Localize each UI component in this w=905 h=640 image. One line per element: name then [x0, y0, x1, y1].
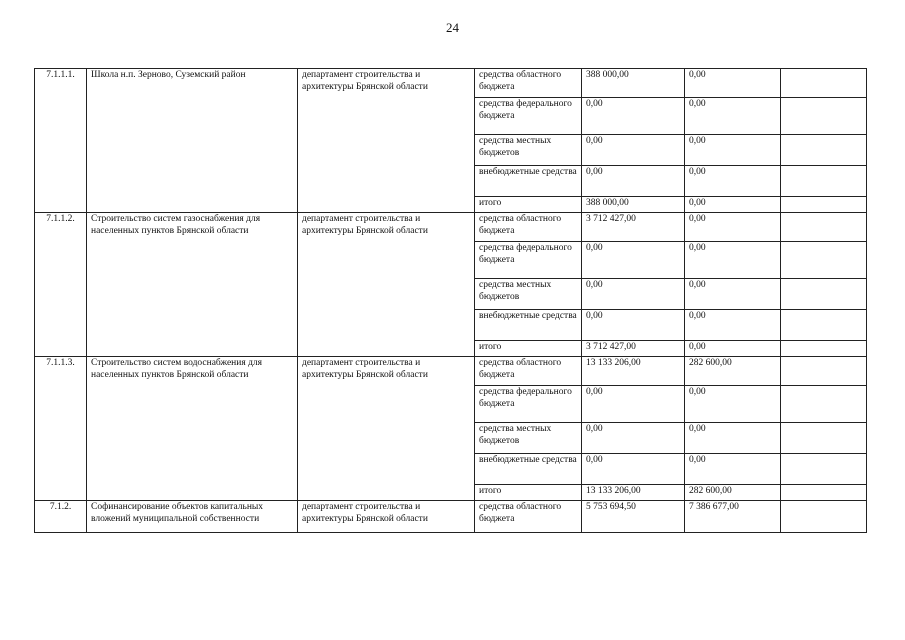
amount-cell: 0,00: [685, 310, 781, 341]
amount-cell: 3 712 427,00: [582, 341, 685, 357]
amount-cell: 5 753 694,50: [582, 501, 685, 533]
item-number-cell: 7.1.1.2.: [35, 213, 87, 357]
amount-cell: 0,00: [685, 135, 781, 166]
page-number: 24: [446, 20, 459, 35]
item-number-cell: 7.1.1.3.: [35, 357, 87, 501]
table-row: [35, 69, 867, 98]
amount-cell: 0,00: [685, 454, 781, 485]
executor-cell: департамент строительства и архитектуры Брянской области: [298, 213, 475, 357]
funding-source-cell: средства местных бюджетов: [475, 135, 582, 166]
funding-source-cell: итого: [475, 341, 582, 357]
amount-cell: [781, 310, 867, 341]
amount-cell: [781, 454, 867, 485]
amount-cell: 388 000,00: [582, 69, 685, 98]
funding-source-cell: средства федерального бюджета: [475, 98, 582, 135]
executor-cell: департамент строительства и архитектуры Брянской области: [298, 501, 475, 533]
funding-source-cell: средства федерального бюджета: [475, 386, 582, 423]
amount-cell: [781, 423, 867, 454]
amount-cell: [781, 166, 867, 197]
amount-cell: 0,00: [685, 386, 781, 423]
amount-cell: 0,00: [685, 197, 781, 213]
executor-cell: департамент строительства и архитектуры Брянской области: [298, 357, 475, 501]
funding-source-cell: средства местных бюджетов: [475, 423, 582, 454]
table-row: [35, 357, 867, 386]
amount-cell: 0,00: [685, 242, 781, 279]
amount-cell: [781, 98, 867, 135]
item-name-cell: Школа н.п. Зерново, Суземский район: [87, 69, 298, 213]
amount-cell: 0,00: [582, 454, 685, 485]
amount-cell: [781, 501, 867, 533]
amount-cell: 0,00: [685, 166, 781, 197]
funding-source-cell: средства областного бюджета: [475, 357, 582, 386]
amount-cell: 0,00: [582, 423, 685, 454]
amount-cell: 0,00: [685, 213, 781, 242]
amount-cell: 0,00: [582, 166, 685, 197]
amount-cell: 0,00: [582, 135, 685, 166]
budget-table: [34, 68, 867, 533]
amount-cell: [781, 135, 867, 166]
table-row: [35, 213, 867, 242]
funding-source-cell: средства областного бюджета: [475, 501, 582, 533]
amount-cell: 0,00: [685, 423, 781, 454]
funding-source-cell: итого: [475, 197, 582, 213]
item-name-cell: Софинансирование объектов капитальных вложений муниципальной собственности: [87, 501, 298, 533]
amount-cell: 0,00: [582, 386, 685, 423]
amount-cell: 13 133 206,00: [582, 357, 685, 386]
amount-cell: [781, 213, 867, 242]
amount-cell: 282 600,00: [685, 357, 781, 386]
table-row: [35, 501, 867, 533]
amount-cell: [781, 341, 867, 357]
funding-source-cell: средства местных бюджетов: [475, 279, 582, 310]
amount-cell: 0,00: [582, 310, 685, 341]
funding-source-cell: средства областного бюджета: [475, 69, 582, 98]
amount-cell: 0,00: [685, 98, 781, 135]
amount-cell: 0,00: [582, 242, 685, 279]
funding-source-cell: внебюджетные средства: [475, 454, 582, 485]
amount-cell: [781, 279, 867, 310]
item-number-cell: 7.1.1.1.: [35, 69, 87, 213]
amount-cell: [781, 69, 867, 98]
funding-source-cell: средства федерального бюджета: [475, 242, 582, 279]
amount-cell: 0,00: [582, 98, 685, 135]
amount-cell: 0,00: [685, 341, 781, 357]
amount-cell: 0,00: [685, 69, 781, 98]
item-name-cell: Строительство систем газоснабжения для населенных пунктов Брянской области: [87, 213, 298, 357]
amount-cell: 3 712 427,00: [582, 213, 685, 242]
amount-cell: 388 000,00: [582, 197, 685, 213]
amount-cell: [781, 357, 867, 386]
amount-cell: [781, 485, 867, 501]
funding-source-cell: средства областного бюджета: [475, 213, 582, 242]
budget-table-body: [35, 69, 867, 533]
amount-cell: 0,00: [582, 279, 685, 310]
item-name-cell: Строительство систем водоснабжения для населенных пунктов Брянской области: [87, 357, 298, 501]
funding-source-cell: внебюджетные средства: [475, 166, 582, 197]
amount-cell: [781, 197, 867, 213]
item-number-cell: 7.1.2.: [35, 501, 87, 533]
executor-cell: департамент строительства и архитектуры Брянской области: [298, 69, 475, 213]
amount-cell: [781, 242, 867, 279]
amount-cell: 282 600,00: [685, 485, 781, 501]
amount-cell: 7 386 677,00: [685, 501, 781, 533]
funding-source-cell: итого: [475, 485, 582, 501]
amount-cell: 13 133 206,00: [582, 485, 685, 501]
funding-source-cell: внебюджетные средства: [475, 310, 582, 341]
amount-cell: 0,00: [685, 279, 781, 310]
amount-cell: [781, 386, 867, 423]
